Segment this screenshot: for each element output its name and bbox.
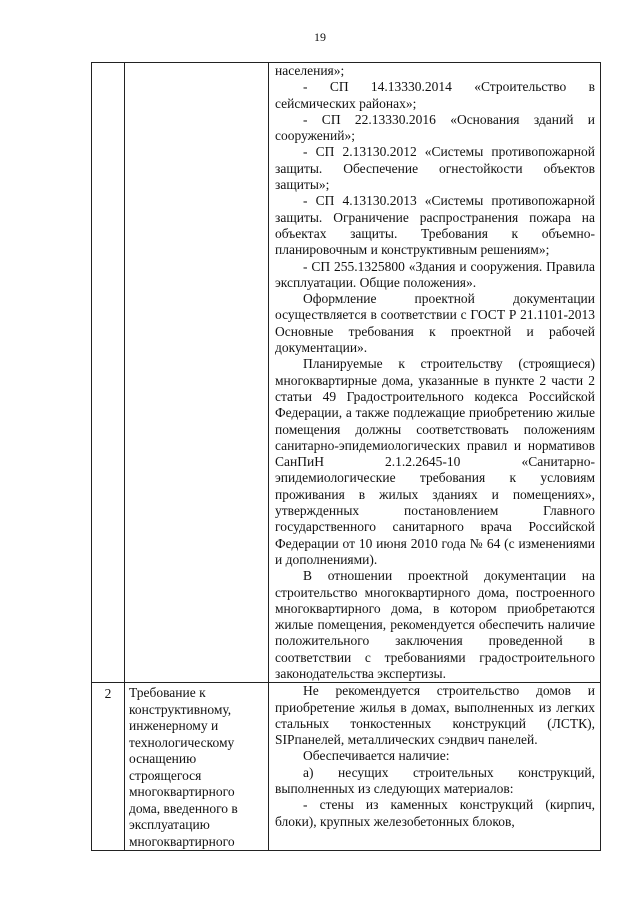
paragraph: населения»; <box>275 63 345 78</box>
paragraph: а) несущих строительных конструкций, выполненных из следующих материалов: <box>275 764 595 797</box>
paragraph: Оформление проектной документации осуществляется в соответствии с ГОСТ Р 21.1101-2013 Основные требования к проектной и рабочей документации». <box>275 291 595 356</box>
requirement-line: инженерному и <box>129 718 219 734</box>
requirement-line: Требование к <box>129 685 206 701</box>
content-cell <box>269 63 601 683</box>
requirement-cell <box>125 683 269 851</box>
row-number: 2 <box>92 683 125 851</box>
paragraph: - СП 22.13330.2016 «Основания зданий и сооружений»; <box>275 111 595 144</box>
requirement-line: технологическому <box>129 734 235 750</box>
content-cell <box>269 683 601 851</box>
requirement-line: конструктивному, <box>129 701 232 717</box>
paragraph: Обеспечивается наличие: <box>303 748 450 764</box>
paragraph: - СП 4.13130.2013 «Системы противопожарной защиты. Ограничение распространения пожара на объектах защиты. Требования к объемно-планировочным и конструктивным решениям»; <box>275 193 595 258</box>
row-number <box>92 63 125 683</box>
requirement-cell <box>125 63 269 683</box>
paragraph: Планируемые к строительству (строящиеся) многоквартирные дома, указанные в пункте 2 части 2 статьи 49 Градостроительного кодекса Российской Федерации, а также подлежащие приобретению жилые помещения должны соответствовать положениям санитарно-эпидемиологических правил и нормативов СанПиН 2.1.2.2645-10 «Санитарно-эпидемиологические требования к условиям проживания в жилых зданиях и помещениях», утвержденных постановлением Главного государственного санитарного врача Российской Федерации от 10 июня 2010 года № 64 (с изменениями и дополнениями). <box>275 356 595 567</box>
paragraph: Не рекомендуется строительство домов и приобретение жилья в домах, выполненных из легких стальных тонкостенных конструкций (ЛСТК), SIPпанелей, металлических сэндвич панелей. <box>275 683 595 748</box>
paragraph: - СП 14.13330.2014 «Строительство в сейсмических районах»; <box>275 79 595 111</box>
paragraph: В отношении проектной документации на строительство многоквартирного дома, построенного многоквартирного дома, в котором приобретаются жилые помещения, рекомендуется обеспечить наличие положительного заключения проведенной в соответствии с требованиями градостроительного законодательства экспертизы. <box>275 568 595 681</box>
paragraph: - СП 255.1325800 «Здания и сооружения. Правила эксплуатации. Общие положения». <box>275 258 595 290</box>
requirement-line: многоквартирного <box>129 833 235 849</box>
requirement-line: эксплуатацию <box>129 817 210 833</box>
table-row <box>92 683 601 851</box>
requirement-line: многоквартирного <box>129 784 235 800</box>
table-row <box>92 63 601 683</box>
requirements-table <box>91 62 601 851</box>
requirement-line: строящегося <box>129 767 202 783</box>
page-number: 19 <box>314 30 326 44</box>
paragraph: - стены из каменных конструкций (кирпич, блоки), крупных железобетонных блоков, <box>275 797 595 829</box>
paragraph: - СП 2.13130.2012 «Системы противопожарной защиты. Обеспечение огнестойкости объектов защиты»; <box>275 144 595 193</box>
requirement-line: оснащению <box>129 751 197 767</box>
requirement-line: дома, введенного в <box>129 800 238 816</box>
